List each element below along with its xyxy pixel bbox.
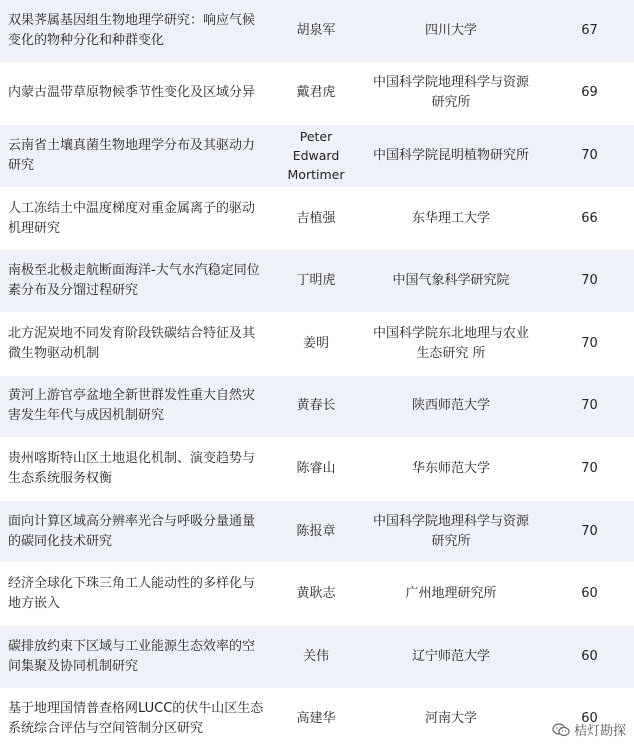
- project-title: 基于地理国情普查格网LUCC的伏牛山区生态系统综合评估与空间管制分区研究: [8, 701, 264, 737]
- table-row: [0, 125, 634, 188]
- institution: 中国气象科学研究院: [392, 273, 510, 289]
- table-row: [0, 376, 634, 439]
- project-title: 贵州喀斯特山区土地退化机制、演变趋势与生态系统服务权衡: [8, 450, 256, 486]
- table-row: [0, 250, 634, 313]
- project-leader: 高建华: [296, 711, 336, 727]
- project-leader: 陈报章: [296, 523, 336, 539]
- table-row: [0, 188, 634, 251]
- institution: 华东师范大学: [411, 460, 490, 476]
- institution: 四川大学: [424, 22, 477, 38]
- score: 66: [581, 210, 598, 226]
- watermark: [552, 720, 626, 739]
- table-row: [0, 0, 634, 63]
- project-leader: 黄春长: [296, 398, 336, 414]
- table-row: [0, 313, 634, 376]
- wechat-icon: [552, 723, 570, 737]
- institution: 河南大学: [424, 711, 477, 727]
- project-leader: Peter Edward Mortimer: [287, 129, 345, 183]
- score: 70: [581, 273, 598, 289]
- score: 60: [581, 711, 598, 727]
- project-leader: 丁明虎: [296, 273, 336, 289]
- project-leader: 黄耿志: [296, 586, 336, 602]
- table-row: [0, 563, 634, 626]
- project-title: 南极至北极走航断面海洋-大气水汽稳定同位素分布及分馏过程研究: [8, 263, 260, 299]
- project-leader: 胡泉军: [296, 22, 336, 38]
- institution: 广州地理研究所: [405, 586, 497, 602]
- score: 70: [581, 335, 598, 351]
- project-title: 碳排放约束下区域与工业能源生态效率的空间集聚及协同机制研究: [8, 638, 256, 674]
- institution: 中国科学院东北地理与农业生态研究 所: [372, 325, 529, 361]
- table-row: [0, 438, 634, 501]
- score: 70: [581, 523, 598, 539]
- project-leader: 关伟: [302, 648, 329, 664]
- table-row: [0, 626, 634, 689]
- project-leader: 吉植强: [296, 210, 336, 226]
- project-title: 双果荠属基因组生物地理学研究：响应气候变化的物种分化和种群变化: [8, 12, 256, 48]
- project-leader: 戴君虎: [296, 85, 336, 101]
- score: 70: [581, 147, 598, 163]
- project-title: 经济全球化下珠三角工人能动性的多样化与地方嵌入: [8, 576, 256, 612]
- watermark-text: 桔灯勘探: [573, 724, 626, 739]
- project-title: 内蒙古温带草原物候季节性变化及区域分异: [8, 85, 256, 101]
- institution: 中国科学院地理科学与资源研究所: [372, 75, 529, 111]
- project-title: 云南省土壤真菌生物地理学分布及其驱动力研究: [8, 137, 256, 173]
- project-title: 北方泥炭地不同发育阶段铁碳结合特征及其微生物驱动机制: [8, 325, 256, 361]
- score: 67: [581, 22, 598, 38]
- project-leader: 陈睿山: [296, 460, 336, 476]
- institution: 东华理工大学: [411, 210, 490, 226]
- project-leader: 姜明: [302, 335, 329, 351]
- institution: 中国科学院昆明植物研究所: [372, 147, 529, 163]
- score: 70: [581, 460, 598, 476]
- score: 69: [581, 85, 598, 101]
- table-row: [0, 501, 634, 564]
- score: 60: [581, 648, 598, 664]
- score: 60: [581, 586, 598, 602]
- project-title: 黄河上游官亭盆地全新世群发性重大自然灾害发生年代与成因机制研究: [8, 388, 256, 424]
- institution: 中国科学院地理科学与资源研究所: [372, 513, 529, 549]
- project-title: 人工冻结土中温度梯度对重金属离子的驱动机理研究: [8, 200, 256, 236]
- institution: 陕西师范大学: [411, 398, 490, 414]
- institution: 辽宁师范大学: [411, 648, 490, 664]
- project-title: 面向计算区域高分辨率光合与呼吸分量通量的碳同化技术研究: [8, 513, 256, 549]
- table-row: [0, 63, 634, 126]
- score: 70: [581, 398, 598, 414]
- table-row: [0, 689, 634, 752]
